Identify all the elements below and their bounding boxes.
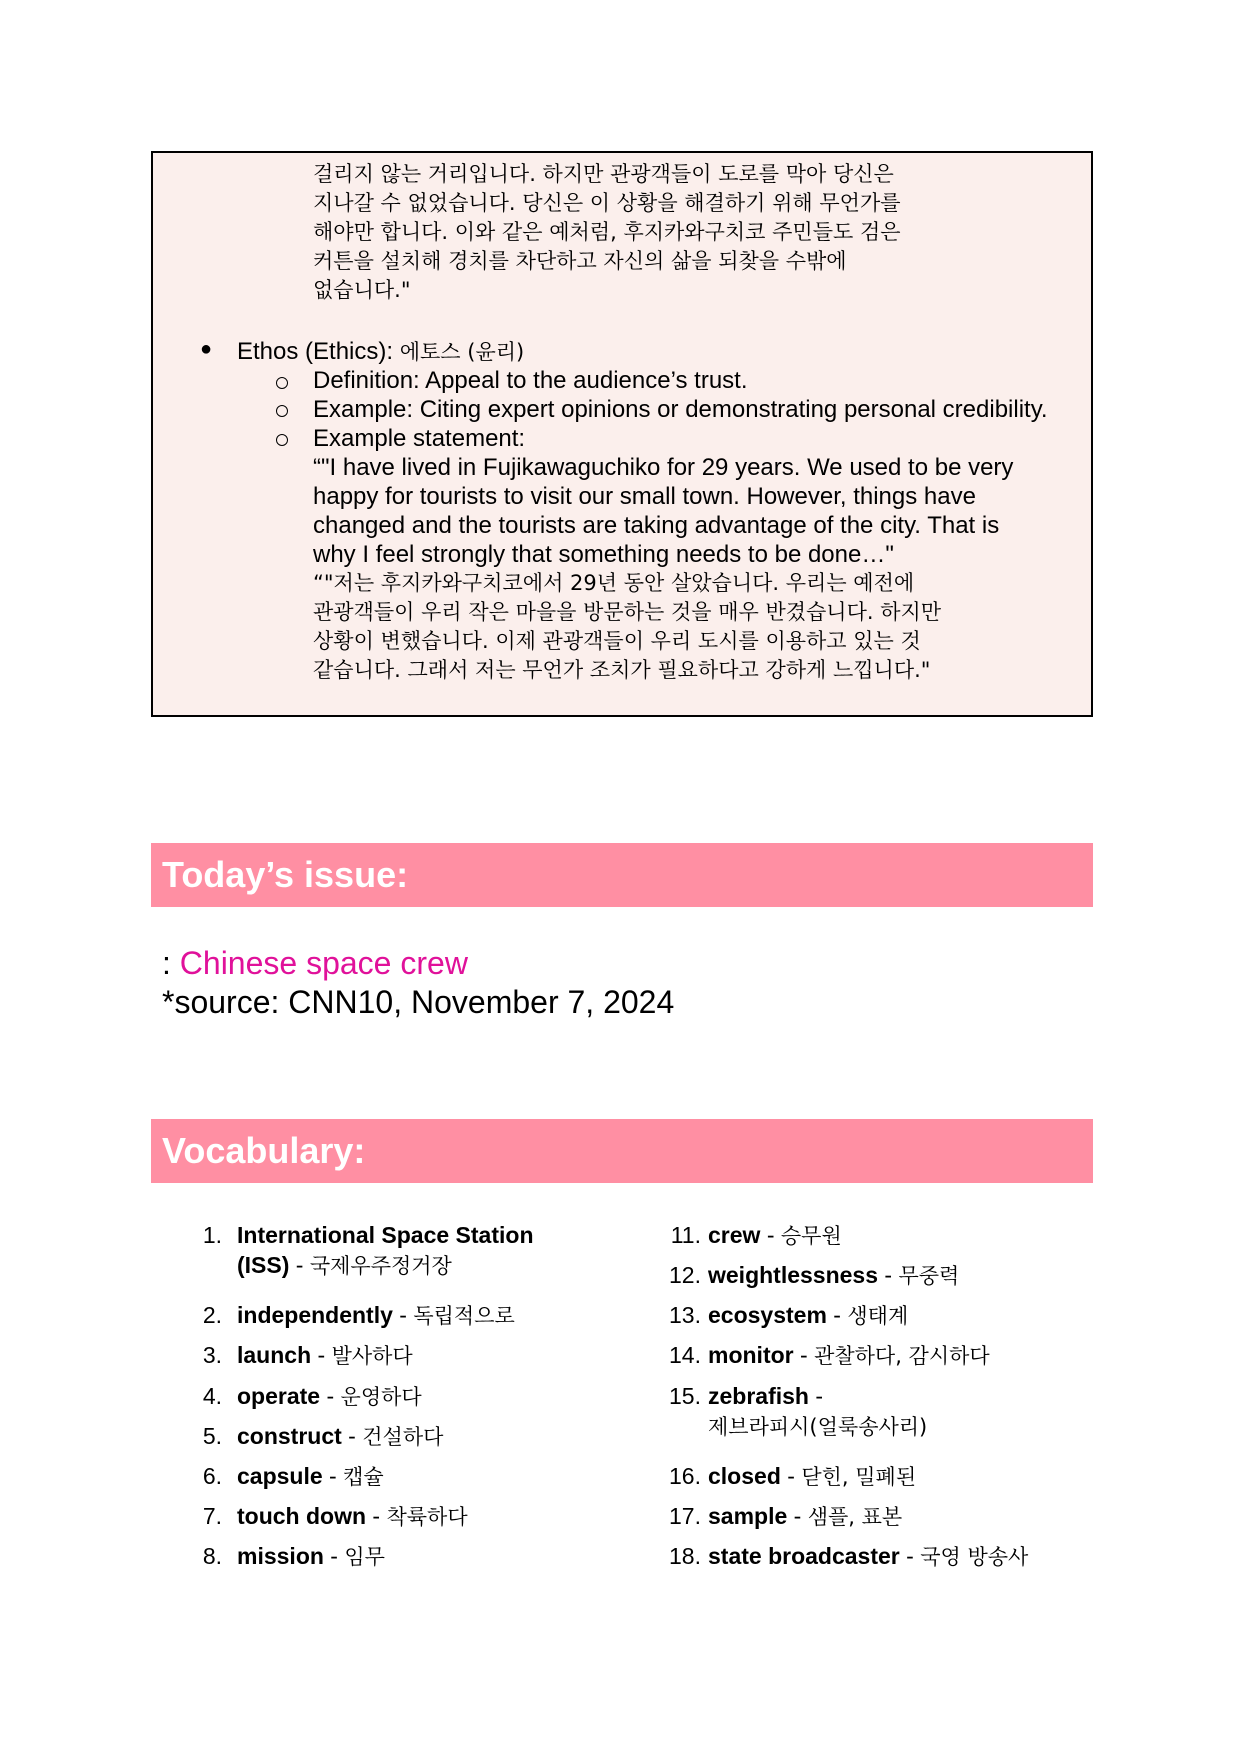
vocab-term: operate: [237, 1383, 321, 1409]
vocab-term: closed: [708, 1463, 781, 1489]
vocab-meaning: 승무원: [780, 1224, 842, 1248]
vocab-number: 14.: [669, 1342, 701, 1368]
vocab-item: [200, 1421, 620, 1452]
vocab-term: mission: [237, 1543, 324, 1569]
issue-source: *source: CNN10, November 7, 2024: [162, 984, 675, 1020]
vocab-item: [200, 1381, 620, 1412]
vocab-separator: -: [366, 1503, 387, 1529]
vocab-item: [665, 1300, 1085, 1331]
vocab-term: zebrafish: [708, 1383, 809, 1409]
vocab-term: capsule: [237, 1463, 323, 1489]
example-line: Example: Citing expert opinions or demonstrating personal credibility.: [313, 396, 1048, 423]
vocab-item: [665, 1220, 1085, 1251]
issue-prefix: :: [162, 945, 180, 981]
vocab-number: 7.: [202, 1503, 222, 1529]
vocab-number: 1.: [202, 1222, 222, 1248]
vocab-meaning: 무중력: [898, 1264, 960, 1288]
vocab-number: 15.: [669, 1383, 701, 1409]
vocab-item: [200, 1220, 620, 1281]
todays-issue-banner: Today’s issue:: [151, 843, 1093, 907]
vocab-meaning: 관찰하다, 감시하다: [814, 1344, 990, 1368]
circle-bullet-icon: [276, 377, 288, 389]
example-statement-label: Example statement:: [313, 425, 526, 452]
vocab-item: [200, 1300, 620, 1331]
vocab-number: 8.: [202, 1543, 222, 1569]
vocab-separator: -: [311, 1342, 332, 1368]
vocab-meaning: 제브라피시(얼룩송사리): [708, 1415, 928, 1439]
vocab-meaning: 발사하다: [331, 1344, 413, 1368]
vocab-number: 11.: [670, 1222, 701, 1248]
vocab-item: [200, 1340, 620, 1371]
vocab-separator: -: [322, 1463, 344, 1489]
vocab-term: International Space Station: [237, 1222, 534, 1248]
vocab-term-cont: (ISS): [237, 1252, 290, 1278]
vocabulary-banner: Vocabulary:: [151, 1119, 1093, 1183]
vocab-number: 3.: [202, 1342, 222, 1368]
vocab-number: 16.: [669, 1463, 701, 1489]
issue-topic: Chinese space crew: [179, 945, 468, 981]
vocab-term: ecosystem: [708, 1302, 827, 1328]
vocab-item: [200, 1461, 620, 1492]
ethos-bullet: [237, 337, 524, 367]
vocab-separator: -: [780, 1463, 802, 1489]
circle-bullet-icon: [276, 434, 288, 446]
quote-english: “"I have lived in Fujikawaguchiko for 29 years. We used to be very happy for tourists to visit our small town. However, things have changed and the tourists are taking advantage of the city. That is why I feel strongly that something needs to be done…": [313, 454, 1014, 568]
quote-korean: “"저는 후지카와구치코에서 29년 동안 살았습니다. 우리는 예전에 관광객들이 우리 작은 마을을 방문하는 것을 매우 반겼습니다. 하지만 상황이 변했습니다. 이제 관광객들이 우리 도시를 이용하고 있는 것 같습니다. 그래서 저는 무언가 조치가 필요하다고 강하게 느낍니다.": [313, 571, 942, 682]
vocab-term: crew: [708, 1222, 761, 1248]
vocab-number: 12.: [669, 1262, 701, 1288]
vocab-number: 5.: [202, 1423, 222, 1449]
vocab-number: 17.: [669, 1503, 701, 1529]
vocab-item: [665, 1340, 1085, 1371]
vocab-number: 13.: [669, 1302, 701, 1328]
vocab-number: 4.: [202, 1383, 222, 1409]
definition-line: Definition: Appeal to the audience’s trust.: [313, 367, 748, 394]
vocab-item: [665, 1260, 1085, 1291]
vocab-term: independently: [237, 1302, 393, 1328]
vocab-item: [665, 1461, 1085, 1492]
vocab-term: touch down: [237, 1503, 367, 1529]
vocab-term: state broadcaster: [708, 1543, 900, 1569]
vocab-separator: -: [808, 1383, 824, 1409]
korean-paragraph: 걸리지 않는 거리입니다. 하지만 관광객들이 도로를 막아 당신은 지나갈 수 없었습니다. 당신은 이 상황을 해결하기 위해 무언가를 해야만 합니다. 이와 같은 예처럼, 후지카와구치코 주민들도 검은 커튼을 설치해 경치를 차단하고 자신의 삶을 되찾을 수밖에 없습니다.": [313, 162, 901, 302]
vocab-meaning: 건설하다: [362, 1425, 444, 1449]
vocab-meaning: 임무: [344, 1545, 385, 1569]
vocab-term: construct: [237, 1423, 342, 1449]
vocab-separator: -: [392, 1302, 414, 1328]
vocab-item: [200, 1541, 620, 1572]
vocab-meaning: 운영하다: [340, 1385, 422, 1409]
vocab-separator: -: [760, 1222, 781, 1248]
vocab-separator: -: [878, 1262, 899, 1288]
bullet-icon: ●: [200, 338, 213, 360]
vocab-term: weightlessness: [708, 1262, 879, 1288]
issue-topic-line: [162, 944, 468, 982]
vocab-term: monitor: [708, 1342, 794, 1368]
vocab-meaning: 국영 방송사: [920, 1545, 1029, 1569]
vocab-item: [665, 1501, 1085, 1532]
vocab-separator: -: [320, 1383, 341, 1409]
vocab-meaning: 생태계: [847, 1304, 909, 1328]
vocab-meaning: 착륙하다: [386, 1505, 468, 1529]
vocab-separator: -: [899, 1543, 921, 1569]
vocab-item: [665, 1381, 1085, 1442]
vocab-separator: -: [323, 1543, 345, 1569]
vocab-separator: -: [341, 1423, 363, 1449]
vocab-meaning: 캡슐: [343, 1465, 384, 1489]
vocab-number: 18.: [669, 1543, 701, 1569]
vocab-number: 2.: [202, 1302, 222, 1328]
vocab-separator: -: [289, 1252, 310, 1278]
circle-bullet-icon: [276, 405, 288, 417]
vocab-number: 6.: [202, 1463, 222, 1489]
vocab-meaning: 샘플, 표본: [807, 1505, 903, 1529]
vocab-term: sample: [708, 1503, 788, 1529]
vocab-separator: -: [793, 1342, 815, 1368]
ethos-label-kr: 에토스 (윤리): [399, 340, 525, 364]
vocab-meaning: 닫힌, 밀폐된: [801, 1465, 917, 1489]
vocab-separator: -: [787, 1503, 808, 1529]
vocab-meaning: 국제우주정거장: [309, 1254, 452, 1278]
vocab-item: [665, 1541, 1085, 1572]
vocab-meaning: 독립적으로: [413, 1304, 515, 1328]
vocab-item: [200, 1501, 620, 1532]
vocab-term: launch: [237, 1342, 312, 1368]
ethos-label: Ethos (Ethics):: [237, 338, 400, 365]
vocab-separator: -: [826, 1302, 848, 1328]
